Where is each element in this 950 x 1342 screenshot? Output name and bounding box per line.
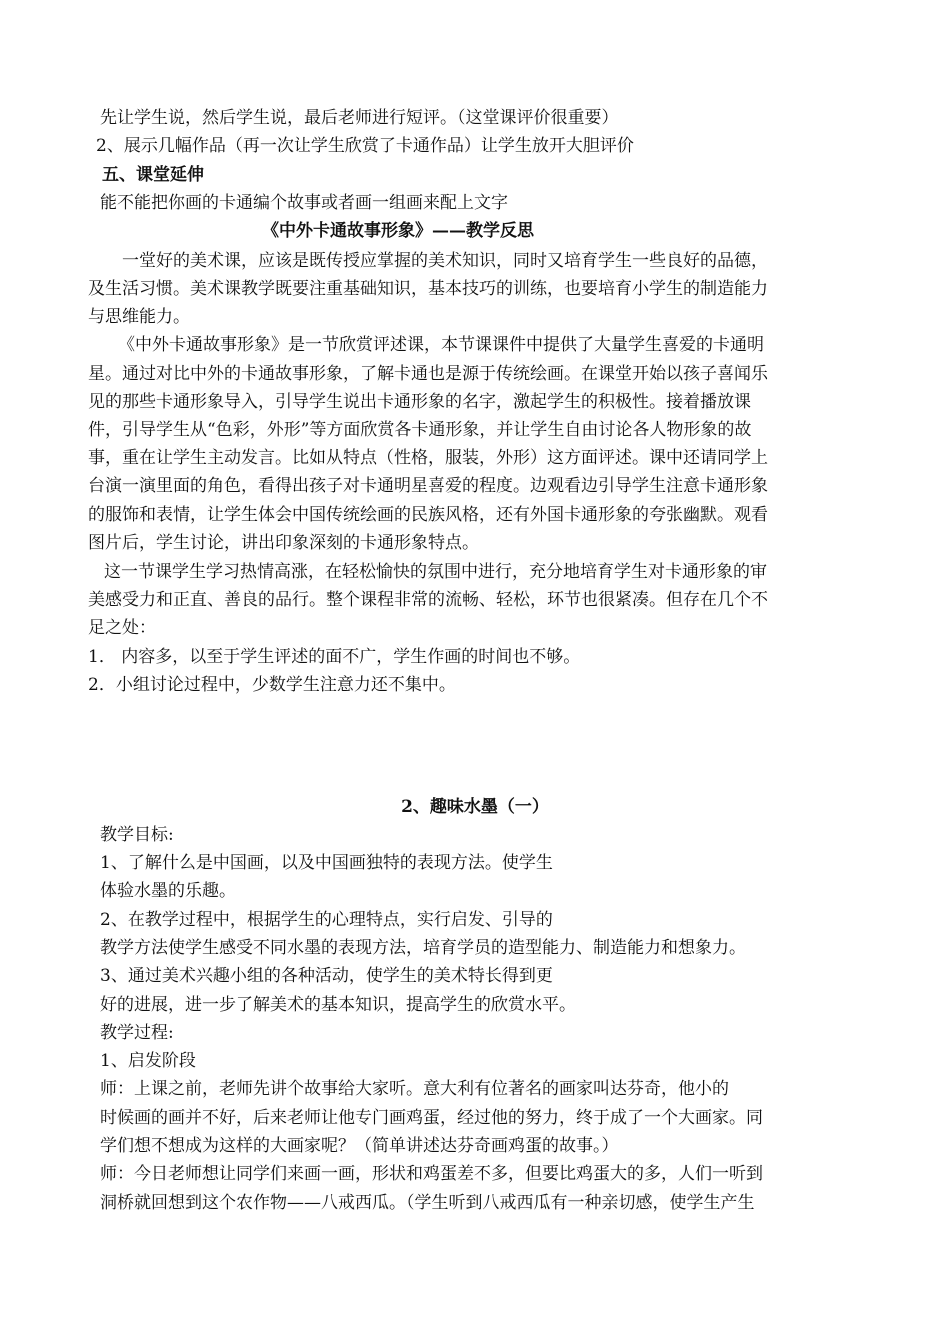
goal-line: 教学方法使学生感受不同水墨的表现方法，培育学员的造型能力、制造能力和想象力。 (100, 938, 746, 958)
paragraph-line: 件，引导学生从“色彩，外形”等方面欣赏各卡通形象，并让学生自由讨论各人物形象的故 (88, 420, 752, 440)
paragraph-line: 见的那些卡通形象导入，引导学生说出卡通形象的名字，激起学生的积极性。接着播放课 (88, 392, 751, 412)
text-line: 先让学生说，然后学生说，最后老师进行短评。（这堂课评价很重要） (100, 108, 619, 128)
paragraph-line: 与思维能力。 (88, 307, 190, 327)
paragraph-line: 及生活习惯。美术课教学既要注重基础知识，基本技巧的训练，也要培育小学生的制造能力 (88, 279, 768, 299)
lesson-title: 2、趣味水墨（一） (401, 797, 549, 817)
process-line: 学们想不想成为这样的大画家呢？（简单讲述达芬奇画鸡蛋的故事。） (100, 1136, 619, 1156)
label: 教学目标: (100, 825, 174, 845)
text-line: 2、展示几幅作品（再一次让学生欣赏了卡通作品）让学生放开大胆评价 (96, 136, 634, 156)
paragraph-line: 这一节课学生学习热情高涨，在轻松愉快的氛围中进行，充分地培育学生对卡通形象的审 (104, 562, 767, 582)
paragraph-line: 足之处： (88, 618, 156, 638)
paragraph-line: 星。通过对比中外的卡通故事形象，了解卡通也是源于传统绘画。在课堂开始以孩子喜闻乐 (88, 364, 768, 384)
process-line: 师：上课之前，老师先讲个故事给大家听。意大利有位著名的画家叫达芬奇，他小的 (100, 1079, 729, 1099)
goal-line: 3、通过美术兴趣小组的各种活动，使学生的美术特长得到更 (100, 966, 553, 986)
paragraph-line: 一堂好的美术课，应该是既传授应掌握的美术知识，同时又培育学生一些良好的品德， (122, 251, 768, 271)
paragraph-line: 《中外卡通故事形象》是一节欣赏评述课，本节课课件中提供了大量学生喜爱的卡通明 (118, 335, 764, 355)
goal-line: 体验水墨的乐趣。 (100, 881, 236, 901)
paragraph-line: 美感受力和正直、善良的品行。整个课程非常的流畅、轻松，环节也很紧凑。但存在几个不 (88, 590, 768, 610)
paragraph-line: 台演一演里面的角色，看得出孩子对卡通明星喜爱的程度。边观看边引导学生注意卡通形象 (88, 476, 768, 496)
process-line: 洞桥就回想到这个农作物——八戒西瓜。（学生听到八戒西瓜有一种亲切感，使学生产生 (100, 1193, 755, 1213)
process-line: 时候画的画并不好，后来老师让他专门画鸡蛋，经过他的努力，终于成了一个大画家。同 (100, 1108, 763, 1128)
list-item: 1． 内容多，以至于学生评述的面不广，学生作画的时间也不够。 (88, 647, 581, 667)
section-heading: 五、课堂延伸 (102, 165, 204, 185)
reflection-title: 《中外卡通故事形象》——教学反思 (262, 221, 534, 241)
process-line: 师：今日老师想让同学们来画一画，形状和鸡蛋差不多，但要比鸡蛋大的多，人们一听到 (100, 1164, 763, 1184)
text-line: 能不能把你画的卡通编个故事或者画一组画来配上文字 (100, 193, 508, 213)
paragraph-line: 事，重在让学生主动发言。比如从特点（性格，服装，外形）这方面评述。课中还请同学上 (88, 448, 768, 468)
stage-heading: 1、启发阶段 (100, 1051, 196, 1071)
list-item: 2．小组讨论过程中，少数学生注意力还不集中。 (88, 675, 456, 695)
goal-line: 好的进展，进一步了解美术的基本知识，提高学生的欣赏水平。 (100, 995, 576, 1015)
paragraph-line: 图片后，学生讨论，讲出印象深刻的卡通形象特点。 (88, 533, 479, 553)
label: 教学过程: (100, 1023, 174, 1043)
paragraph-line: 的服饰和表情，让学生体会中国传统绘画的民族风格，还有外国卡通形象的夸张幽默。观看 (88, 505, 768, 525)
goal-line: 2、在教学过程中，根据学生的心理特点，实行启发、引导的 (100, 910, 553, 930)
goal-line: 1、了解什么是中国画，以及中国画独特的表现方法。使学生 (100, 853, 553, 873)
